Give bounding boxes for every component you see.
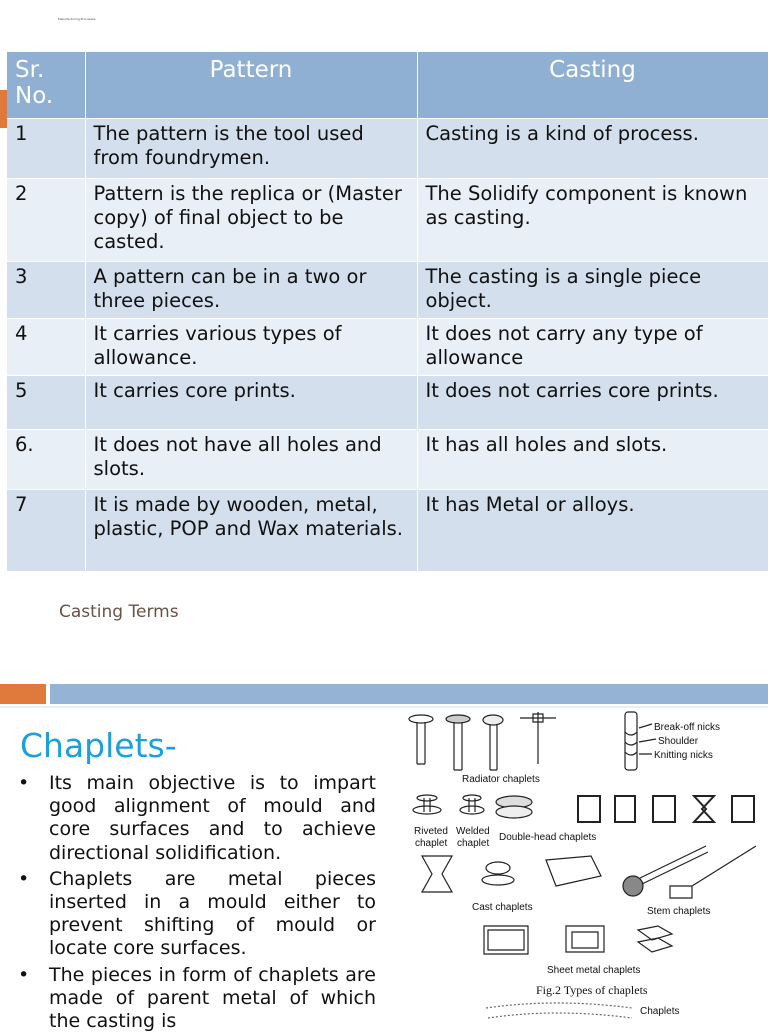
comparison-table — [7, 52, 768, 571]
table-row — [7, 490, 768, 571]
cell-sr: 3 — [7, 262, 85, 319]
cell-sr: 1 — [7, 119, 85, 179]
table-row — [7, 119, 768, 179]
double-head-profiles — [578, 796, 754, 822]
label-riveted-1: Riveted — [414, 826, 448, 837]
label-chaplets: Chaplets — [640, 1006, 680, 1017]
cell-sr: 4 — [7, 319, 85, 376]
label-break-off-nicks: Break-off nicks — [654, 722, 720, 733]
cell-pattern: The pattern is the tool used from foundrymen. — [85, 119, 417, 179]
divider-orange-block — [0, 684, 46, 704]
label-riveted-2: chaplet — [415, 838, 448, 849]
list-item — [18, 868, 376, 961]
page-header-text: Manufacturing Processes — [58, 17, 96, 21]
cell-casting: It has Metal or alloys. — [417, 490, 768, 571]
label-sheet-metal-chaplets: Sheet metal chaplets — [547, 965, 641, 976]
stem-chaplets-drawing — [623, 846, 756, 898]
cell-casting: Casting is a kind of process. — [417, 119, 768, 179]
cell-casting: It has all holes and slots. — [417, 430, 768, 490]
table-row — [7, 319, 768, 376]
stem-nick-drawing — [625, 712, 656, 770]
figure-caption: Fig.2 Types of chaplets — [536, 983, 648, 997]
cell-casting: The casting is a single piece object. — [417, 262, 768, 319]
section-label: Casting Terms — [59, 602, 179, 622]
list-item — [18, 772, 376, 865]
header-sr-no: Sr. No. — [7, 52, 85, 119]
label-welded-1: Welded — [456, 826, 490, 837]
bullet-text: Chaplets are metal pieces inserted in a mould either to prevent shifting of mould or locate core surfaces. — [49, 867, 376, 960]
header-casting: Casting — [417, 52, 768, 119]
accent-strip-top — [0, 90, 7, 128]
label-radiator-chaplets: Radiator chaplets — [462, 774, 540, 785]
table-header-row — [7, 52, 768, 119]
bullet-list — [18, 772, 376, 1036]
cell-pattern: It does not have all holes and slots. — [85, 430, 417, 490]
cell-pattern: Pattern is the replica or (Master copy) of final object to be casted. — [85, 179, 417, 262]
riveted-welded-drawing — [413, 795, 532, 818]
table-row — [7, 376, 768, 430]
radiator-chaplets-drawing — [409, 712, 556, 770]
table-row — [7, 262, 768, 319]
slide-divider-bar — [0, 684, 768, 704]
header-pattern: Pattern — [85, 52, 417, 119]
cast-chaplets-drawing — [422, 856, 601, 892]
cell-pattern: It is made by wooden, metal, plastic, POP and Wax materials. — [85, 490, 417, 571]
divider-blue-block — [50, 684, 768, 704]
label-knitting-nicks: Knitting nicks — [654, 750, 713, 761]
label-welded-2: chaplet — [457, 838, 490, 849]
table-row — [7, 430, 768, 490]
label-shoulder: Shoulder — [658, 736, 699, 747]
chaplets-bottom-drawing — [486, 1003, 632, 1018]
table-row — [7, 179, 768, 262]
cell-sr: 7 — [7, 490, 85, 571]
label-stem-chaplets: Stem chaplets — [647, 906, 711, 917]
bullet-dot-icon: • — [18, 867, 30, 890]
cell-casting: The Solidify component is known as casting. — [417, 179, 768, 262]
cell-casting: It does not carries core prints. — [417, 376, 768, 430]
cell-sr: 5 — [7, 376, 85, 430]
label-cast-chaplets: Cast chaplets — [472, 902, 533, 913]
bullet-text: Its main objective is to impart good alignment of mould and core surfaces and to achieve directional solidification. — [49, 772, 376, 864]
sheet-metal-drawing — [484, 926, 672, 954]
cell-pattern: A pattern can be in a two or three pieces. — [85, 262, 417, 319]
cell-casting: It does not carry any type of allowance — [417, 319, 768, 376]
cell-pattern: It carries core prints. — [85, 376, 417, 430]
label-double-head: Double-head chaplets — [499, 832, 597, 843]
list-item — [18, 964, 376, 1034]
bullet-dot-icon: • — [18, 772, 30, 794]
bullet-dot-icon: • — [18, 963, 30, 986]
chaplets-figure — [396, 708, 768, 1024]
bullet-text: The pieces in form of chaplets are made of parent metal of which the casting is — [49, 963, 376, 1033]
cell-sr: 6. — [7, 430, 85, 490]
slide-title: Chaplets- — [20, 726, 177, 765]
cell-sr: 2 — [7, 179, 85, 262]
cell-pattern: It carries various types of allowance. — [85, 319, 417, 376]
